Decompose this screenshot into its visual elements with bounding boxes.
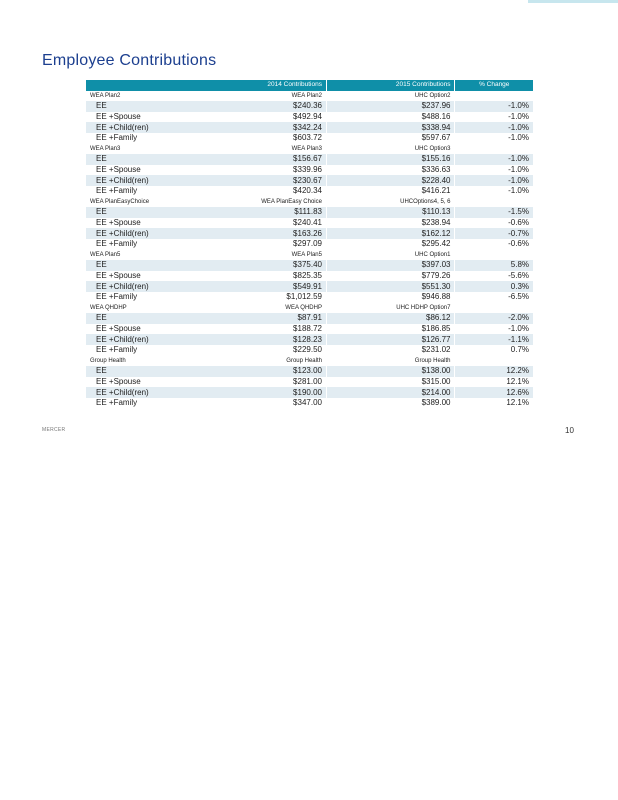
- contribution-2014: $240.41: [189, 218, 326, 229]
- group-change-blank: [455, 91, 533, 102]
- percent-change: -0.6%: [455, 239, 533, 250]
- contribution-2015: $110.13: [326, 207, 455, 218]
- percent-change: 0.3%: [455, 281, 533, 292]
- group-change-blank: [455, 144, 533, 155]
- page-title: Employee Contributions: [42, 52, 217, 69]
- percent-change: 12.1%: [455, 398, 533, 409]
- table-row: [86, 165, 533, 176]
- contribution-2015: $214.00: [326, 387, 455, 398]
- contribution-2014: $1,012.59: [189, 292, 326, 303]
- contribution-2014: $87.91: [189, 313, 326, 324]
- contribution-2015: $597.67: [326, 133, 455, 144]
- contribution-2015: $186.85: [326, 324, 455, 335]
- contribution-2015: $779.26: [326, 271, 455, 282]
- contribution-2015: $238.94: [326, 218, 455, 229]
- contribution-2014: $229.50: [189, 345, 326, 356]
- contribution-2014: $230.67: [189, 175, 326, 186]
- group-2014-plan: WEA QHDHP: [189, 302, 326, 313]
- contributions-table: [86, 80, 533, 408]
- group-label: Group Health: [86, 355, 189, 366]
- contribution-2014: $342.24: [189, 122, 326, 133]
- header-2015: 2015 Contributions: [326, 80, 455, 91]
- group-2014-plan: Group Health: [189, 355, 326, 366]
- percent-change: -1.0%: [455, 175, 533, 186]
- table-row: [86, 281, 533, 292]
- table-row: [86, 207, 533, 218]
- contribution-2014: $420.34: [189, 186, 326, 197]
- group-change-blank: [455, 197, 533, 208]
- contribution-2015: $488.16: [326, 112, 455, 123]
- tier-label: EE: [86, 366, 189, 377]
- table-row: [86, 133, 533, 144]
- contribution-2014: $163.26: [189, 228, 326, 239]
- tier-label: EE +Family: [86, 133, 189, 144]
- contribution-2015: $551.30: [326, 281, 455, 292]
- tier-label: EE +Family: [86, 186, 189, 197]
- contribution-2015: $946.88: [326, 292, 455, 303]
- table-row: [86, 324, 533, 335]
- contribution-2014: $825.35: [189, 271, 326, 282]
- contribution-2014: $128.23: [189, 334, 326, 345]
- group-2014-plan: WEA PlanEasy Choice: [189, 197, 326, 208]
- contribution-2014: $297.09: [189, 239, 326, 250]
- table-row: [86, 398, 533, 409]
- page-number: 10: [565, 426, 574, 435]
- table-row: [86, 122, 533, 133]
- tier-label: EE +Spouse: [86, 165, 189, 176]
- table-row: [86, 186, 533, 197]
- contribution-2014: $156.67: [189, 154, 326, 165]
- table-row: [86, 334, 533, 345]
- contribution-2015: $155.16: [326, 154, 455, 165]
- table-row: [86, 239, 533, 250]
- percent-change: -1.0%: [455, 165, 533, 176]
- tier-label: EE: [86, 101, 189, 112]
- percent-change: 12.1%: [455, 377, 533, 388]
- tier-label: EE +Spouse: [86, 377, 189, 388]
- tier-label: EE +Spouse: [86, 218, 189, 229]
- contribution-2015: $389.00: [326, 398, 455, 409]
- table-row: [86, 387, 533, 398]
- tier-label: EE +Child(ren): [86, 334, 189, 345]
- table-row: [86, 228, 533, 239]
- tier-label: EE +Family: [86, 239, 189, 250]
- percent-change: -1.0%: [455, 112, 533, 123]
- contribution-2014: $240.36: [189, 101, 326, 112]
- top-accent-bar: [528, 0, 618, 3]
- contribution-2014: $281.00: [189, 377, 326, 388]
- group-label: WEA PlanEasyChoice: [86, 197, 189, 208]
- contribution-2014: $549.91: [189, 281, 326, 292]
- tier-label: EE +Family: [86, 398, 189, 409]
- group-2015-plan: UHCOptions4, 5, 6: [326, 197, 455, 208]
- contribution-2015: $237.96: [326, 101, 455, 112]
- tier-label: EE +Child(ren): [86, 122, 189, 133]
- contribution-2015: $126.77: [326, 334, 455, 345]
- contribution-2014: $347.00: [189, 398, 326, 409]
- group-label: WEA Plan3: [86, 144, 189, 155]
- table-row: [86, 366, 533, 377]
- percent-change: -1.0%: [455, 101, 533, 112]
- table-row: [86, 260, 533, 271]
- contribution-2014: $375.40: [189, 260, 326, 271]
- table-body: [86, 91, 533, 409]
- tier-label: EE +Child(ren): [86, 228, 189, 239]
- group-header-row: [86, 197, 533, 208]
- contribution-2015: $86.12: [326, 313, 455, 324]
- group-header-row: [86, 144, 533, 155]
- contribution-2015: $338.94: [326, 122, 455, 133]
- group-2015-plan: UHC HDHP Option7: [326, 302, 455, 313]
- table-row: [86, 101, 533, 112]
- percent-change: -1.0%: [455, 186, 533, 197]
- contribution-2014: $339.96: [189, 165, 326, 176]
- tier-label: EE +Child(ren): [86, 387, 189, 398]
- percent-change: -0.7%: [455, 228, 533, 239]
- percent-change: 0.7%: [455, 345, 533, 356]
- contribution-2015: $162.12: [326, 228, 455, 239]
- table-row: [86, 377, 533, 388]
- contribution-2015: $138.00: [326, 366, 455, 377]
- tier-label: EE: [86, 207, 189, 218]
- percent-change: -1.0%: [455, 324, 533, 335]
- table-row: [86, 271, 533, 282]
- group-2015-plan: UHC Option1: [326, 250, 455, 261]
- tier-label: EE +Spouse: [86, 112, 189, 123]
- header-change: % Change: [455, 80, 533, 91]
- contribution-2015: $397.03: [326, 260, 455, 271]
- table-row: [86, 292, 533, 303]
- group-2014-plan: WEA Plan5: [189, 250, 326, 261]
- percent-change: -6.5%: [455, 292, 533, 303]
- percent-change: -1.1%: [455, 334, 533, 345]
- percent-change: -1.0%: [455, 122, 533, 133]
- table-header-row: [86, 80, 533, 91]
- tier-label: EE: [86, 313, 189, 324]
- header-blank: [86, 80, 189, 91]
- group-header-row: [86, 250, 533, 261]
- percent-change: 12.6%: [455, 387, 533, 398]
- table-row: [86, 218, 533, 229]
- group-2015-plan: Group Health: [326, 355, 455, 366]
- tier-label: EE +Child(ren): [86, 175, 189, 186]
- group-2014-plan: WEA Plan2: [189, 91, 326, 102]
- tier-label: EE +Family: [86, 292, 189, 303]
- percent-change: 5.8%: [455, 260, 533, 271]
- table-row: [86, 112, 533, 123]
- group-label: WEA Plan5: [86, 250, 189, 261]
- table-row: [86, 313, 533, 324]
- contribution-2015: $231.02: [326, 345, 455, 356]
- percent-change: -5.6%: [455, 271, 533, 282]
- group-header-row: [86, 355, 533, 366]
- group-2015-plan: UHC Option2: [326, 91, 455, 102]
- contribution-2014: $190.00: [189, 387, 326, 398]
- group-change-blank: [455, 302, 533, 313]
- tier-label: EE: [86, 260, 189, 271]
- contribution-2015: $228.40: [326, 175, 455, 186]
- footer-brand: MERCER: [42, 427, 66, 433]
- tier-label: EE +Family: [86, 345, 189, 356]
- tier-label: EE: [86, 154, 189, 165]
- table-row: [86, 175, 533, 186]
- contribution-2015: $336.63: [326, 165, 455, 176]
- percent-change: -1.0%: [455, 133, 533, 144]
- header-2014: 2014 Contributions: [189, 80, 326, 91]
- tier-label: EE +Spouse: [86, 271, 189, 282]
- contribution-2014: $123.00: [189, 366, 326, 377]
- group-label: WEA QHDHP: [86, 302, 189, 313]
- tier-label: EE +Spouse: [86, 324, 189, 335]
- table-row: [86, 345, 533, 356]
- percent-change: -1.0%: [455, 154, 533, 165]
- table-row: [86, 154, 533, 165]
- contribution-2015: $295.42: [326, 239, 455, 250]
- contribution-2014: $188.72: [189, 324, 326, 335]
- contribution-2014: $603.72: [189, 133, 326, 144]
- percent-change: 12.2%: [455, 366, 533, 377]
- group-2014-plan: WEA Plan3: [189, 144, 326, 155]
- contribution-2014: $111.83: [189, 207, 326, 218]
- group-header-row: [86, 302, 533, 313]
- percent-change: -2.0%: [455, 313, 533, 324]
- tier-label: EE +Child(ren): [86, 281, 189, 292]
- contribution-2014: $492.94: [189, 112, 326, 123]
- group-change-blank: [455, 250, 533, 261]
- group-header-row: [86, 91, 533, 102]
- percent-change: -1.5%: [455, 207, 533, 218]
- percent-change: -0.6%: [455, 218, 533, 229]
- group-change-blank: [455, 355, 533, 366]
- group-2015-plan: UHC Option3: [326, 144, 455, 155]
- contribution-2015: $315.00: [326, 377, 455, 388]
- group-label: WEA Plan2: [86, 91, 189, 102]
- contribution-2015: $416.21: [326, 186, 455, 197]
